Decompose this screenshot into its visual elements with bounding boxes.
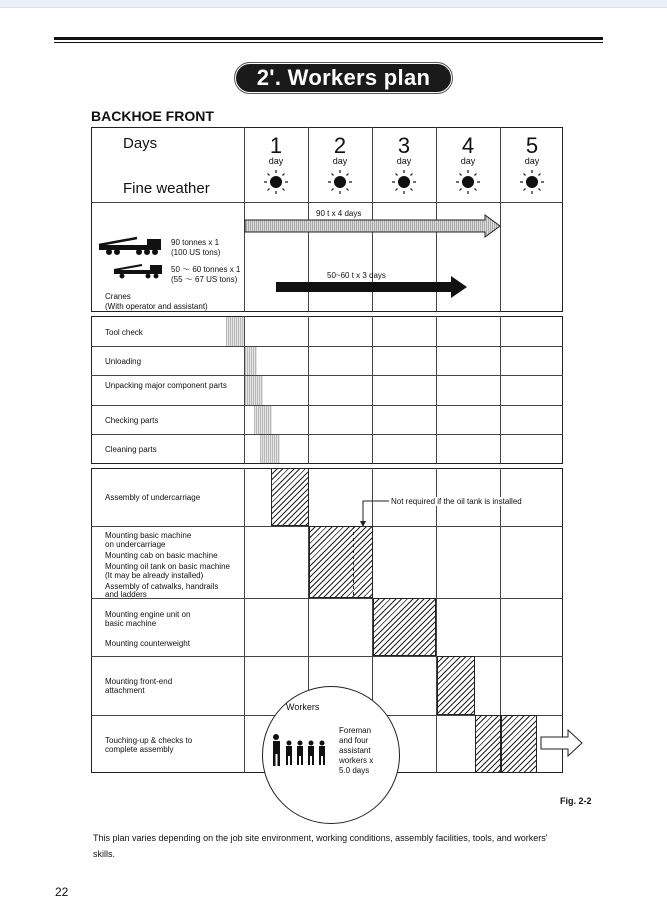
task-label: Unloading (105, 357, 142, 366)
day-word-5: day (524, 156, 540, 166)
task-label: Mounting engine unit on (105, 610, 191, 619)
optional-divider (353, 526, 354, 598)
crane-icon (110, 263, 165, 279)
day-column-line (436, 316, 437, 464)
crane2-duration: 50~60 t x 3 days (327, 271, 386, 280)
task-bar (475, 715, 501, 773)
day-number-1: 1 (269, 133, 283, 158)
workers-title: Workers (286, 702, 320, 712)
callout-text: Not required if the oil tank is installed (391, 497, 522, 506)
task-bar (373, 598, 436, 656)
day-column-line (244, 468, 245, 773)
weather-label: Fine weather (123, 180, 210, 197)
table-divider (91, 202, 563, 203)
sun-icon (261, 167, 291, 197)
task-label: Mounting cab on basic machine (105, 551, 218, 560)
page-title: 2'. Workers plan (236, 64, 451, 92)
day-word-1: day (268, 156, 284, 166)
worker-icon (270, 733, 332, 767)
task-bar (309, 526, 373, 598)
day-word-2: day (332, 156, 348, 166)
day-word-3: day (396, 156, 412, 166)
workers-line: Foreman (339, 726, 372, 735)
task-label: Tool check (105, 328, 143, 337)
crane1-capacity-us: (100 US tons) (171, 248, 221, 257)
arrow-right-icon (244, 214, 502, 238)
workers-line: assistant (339, 746, 371, 755)
task-label: Mounting front-end (105, 677, 173, 686)
header-rule (54, 37, 603, 40)
day-column-line (500, 316, 501, 464)
day-number-5: 5 (525, 133, 539, 158)
table-row-line (91, 346, 563, 347)
task-label: complete assembly (105, 745, 174, 754)
day-column-line (308, 316, 309, 464)
workers-line: workers x (339, 756, 374, 765)
task-label: Cleaning parts (105, 445, 157, 454)
crane2-capacity: 50 ～ 60 tonnes x 1 (171, 265, 241, 274)
task-label: Touching-up & checks to (105, 736, 193, 745)
task-label: (It may be already installed) (105, 571, 204, 580)
task-label: Mounting basic machine (105, 531, 192, 540)
footnote: This plan varies depending on the job site environment, working conditions, assembly facilities, tools, and workers' skills. (93, 833, 548, 859)
task-bar (271, 468, 309, 526)
page-number: 22 (55, 885, 69, 899)
task-bar (245, 347, 257, 375)
day-column-line (372, 316, 373, 464)
sun-icon (325, 167, 355, 197)
day-number-4: 4 (461, 133, 475, 158)
task-label: Checking parts (105, 416, 159, 425)
task-bar (226, 317, 244, 346)
table-row-line (91, 656, 563, 657)
workers-line: and four (339, 736, 369, 745)
crane1-duration: 90 t x 4 days (316, 209, 362, 218)
table-row-line (91, 375, 563, 376)
sun-icon (453, 167, 483, 197)
table-row-line (91, 598, 563, 599)
task-label: attachment (105, 686, 145, 695)
crane-icon (97, 236, 165, 256)
window-top-band (0, 0, 667, 8)
section-title: BACKHOE FRONT (91, 108, 214, 124)
task-bar (501, 715, 537, 773)
task-label: and ladders (105, 590, 147, 599)
sun-icon (517, 167, 547, 197)
task-label: Unpacking major component parts (105, 381, 227, 390)
figure-label: Fig. 2-2 (560, 796, 592, 806)
task-label: Assembly of undercarriage (105, 493, 201, 502)
workers-line: 5.0 days (339, 766, 370, 775)
table-row-line (91, 405, 563, 406)
task-bar (245, 376, 263, 405)
task-label: basic machine (105, 619, 157, 628)
cranes-caption-sub: (With operator and assistant) (105, 302, 208, 311)
day-number-3: 3 (397, 133, 411, 158)
crane2-capacity-us: (55 ～ 67 US tons) (171, 275, 238, 284)
crane1-capacity: 90 tonnes x 1 (171, 238, 220, 247)
callout-leader (355, 497, 390, 529)
day-word-4: day (460, 156, 476, 166)
day-column-line (436, 468, 437, 773)
header-rule-thin (54, 42, 603, 43)
sun-icon (389, 167, 419, 197)
day-number-2: 2 (333, 133, 347, 158)
days-label: Days (123, 135, 158, 152)
cranes-caption: Cranes (105, 292, 131, 301)
task-label: on undercarriage (105, 540, 166, 549)
task-bar (437, 656, 475, 715)
task-bar (254, 406, 272, 434)
arrow-right-icon (540, 729, 584, 757)
table-row-line (91, 434, 563, 435)
task-label: Mounting counterweight (105, 639, 190, 648)
task-label: Mounting oil tank on basic machine (105, 562, 230, 571)
task-label: Assembly of catwalks, handrails (105, 582, 219, 591)
task-bar (260, 435, 280, 463)
